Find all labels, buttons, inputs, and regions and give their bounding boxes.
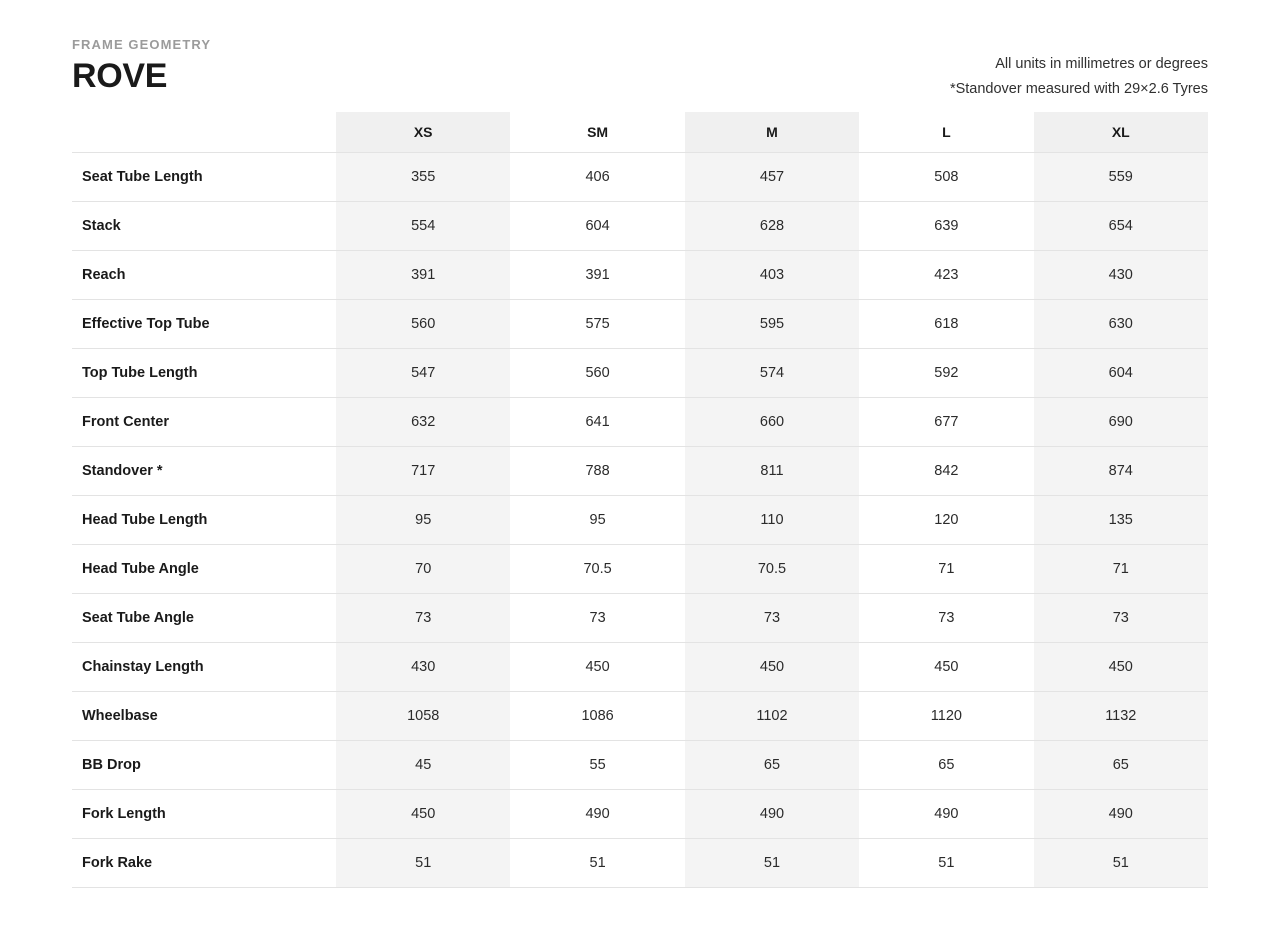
- column-header-label: [72, 112, 336, 152]
- table-cell: 630: [1034, 299, 1208, 348]
- table-cell: 490: [685, 789, 859, 838]
- table-cell: 70: [336, 544, 510, 593]
- table-cell: 595: [685, 299, 859, 348]
- row-label: Standover *: [72, 446, 336, 495]
- row-label: Seat Tube Angle: [72, 593, 336, 642]
- table-cell: 490: [859, 789, 1033, 838]
- table-cell: 450: [336, 789, 510, 838]
- table-cell: 45: [336, 740, 510, 789]
- note-standover: *Standover measured with 29×2.6 Tyres: [949, 81, 1208, 97]
- table-row: [72, 544, 1208, 593]
- table-cell: 628: [685, 201, 859, 250]
- row-label: Wheelbase: [72, 691, 336, 740]
- table-cell: 65: [1034, 740, 1208, 789]
- table-cell: 604: [510, 201, 684, 250]
- table-cell: 1058: [336, 691, 510, 740]
- row-label: BB Drop: [72, 740, 336, 789]
- table-cell: 73: [510, 593, 684, 642]
- row-label: Fork Length: [72, 789, 336, 838]
- table-cell: 575: [510, 299, 684, 348]
- table-cell: 71: [859, 544, 1033, 593]
- table-cell: 490: [510, 789, 684, 838]
- row-label: Fork Rake: [72, 838, 336, 887]
- row-label: Chainstay Length: [72, 642, 336, 691]
- table-cell: 690: [1034, 397, 1208, 446]
- table-cell: 450: [859, 642, 1033, 691]
- table-cell: 592: [859, 348, 1033, 397]
- unit-notes: [950, 52, 1208, 102]
- table-cell: 391: [336, 250, 510, 299]
- table-cell: 560: [510, 348, 684, 397]
- table-row: [72, 299, 1208, 348]
- table-cell: 51: [1034, 838, 1208, 887]
- note-units: All units in millimetres or degrees: [995, 56, 1208, 72]
- table-cell: 654: [1034, 201, 1208, 250]
- row-label: Top Tube Length: [72, 348, 336, 397]
- page-header: [0, 0, 1280, 112]
- table-cell: 120: [859, 495, 1033, 544]
- table-cell: 788: [510, 446, 684, 495]
- table-cell: 73: [336, 593, 510, 642]
- table-cell: 490: [1034, 789, 1208, 838]
- table-cell: 430: [336, 642, 510, 691]
- table-cell: 450: [1034, 642, 1208, 691]
- column-header-size-l: L: [859, 112, 1033, 152]
- column-header-size-xl: XL: [1034, 112, 1208, 152]
- table-cell: 1132: [1034, 691, 1208, 740]
- table-row: [72, 495, 1208, 544]
- table-body: [72, 152, 1208, 887]
- table-cell: 508: [859, 152, 1033, 201]
- table-row: [72, 642, 1208, 691]
- table-cell: 355: [336, 152, 510, 201]
- row-label: Front Center: [72, 397, 336, 446]
- row-label: Seat Tube Length: [72, 152, 336, 201]
- table-cell: 874: [1034, 446, 1208, 495]
- row-label: Reach: [72, 250, 336, 299]
- table-row: [72, 446, 1208, 495]
- table-cell: 1086: [510, 691, 684, 740]
- table-cell: 70.5: [510, 544, 684, 593]
- table-cell: 842: [859, 446, 1033, 495]
- table-cell: 677: [859, 397, 1033, 446]
- table-row: [72, 152, 1208, 201]
- table-cell: 135: [1034, 495, 1208, 544]
- geometry-table: [72, 112, 1208, 888]
- table-cell: 560: [336, 299, 510, 348]
- table-row: [72, 397, 1208, 446]
- table-cell: 660: [685, 397, 859, 446]
- geometry-table-wrap: [0, 112, 1280, 888]
- row-label: Stack: [72, 201, 336, 250]
- table-cell: 717: [336, 446, 510, 495]
- table-cell: 70.5: [685, 544, 859, 593]
- table-cell: 51: [685, 838, 859, 887]
- table-cell: 73: [1034, 593, 1208, 642]
- table-row: [72, 201, 1208, 250]
- table-cell: 110: [685, 495, 859, 544]
- table-cell: 51: [510, 838, 684, 887]
- table-cell: 811: [685, 446, 859, 495]
- table-cell: 632: [336, 397, 510, 446]
- page-title: ROVE: [72, 57, 168, 95]
- table-cell: 51: [336, 838, 510, 887]
- page-eyebrow: FRAME GEOMETRY: [72, 37, 212, 52]
- table-cell: 51: [859, 838, 1033, 887]
- column-header-size-m: M: [685, 112, 859, 152]
- table-cell: 406: [510, 152, 684, 201]
- table-cell: 450: [510, 642, 684, 691]
- table-cell: 574: [685, 348, 859, 397]
- table-cell: 639: [859, 201, 1033, 250]
- table-cell: 554: [336, 201, 510, 250]
- table-row: [72, 593, 1208, 642]
- column-header-size-xs: XS: [336, 112, 510, 152]
- table-head: [72, 112, 1208, 152]
- table-cell: 423: [859, 250, 1033, 299]
- table-cell: 559: [1034, 152, 1208, 201]
- table-cell: 1120: [859, 691, 1033, 740]
- table-cell: 95: [510, 495, 684, 544]
- table-row: [72, 789, 1208, 838]
- table-cell: 95: [336, 495, 510, 544]
- table-cell: 65: [685, 740, 859, 789]
- table-cell: 547: [336, 348, 510, 397]
- table-row: [72, 348, 1208, 397]
- table-cell: 73: [685, 593, 859, 642]
- table-cell: 604: [1034, 348, 1208, 397]
- table-cell: 403: [685, 250, 859, 299]
- table-cell: 430: [1034, 250, 1208, 299]
- table-cell: 65: [859, 740, 1033, 789]
- row-label: Effective Top Tube: [72, 299, 336, 348]
- table-cell: 71: [1034, 544, 1208, 593]
- row-label: Head Tube Angle: [72, 544, 336, 593]
- table-cell: 55: [510, 740, 684, 789]
- table-row: [72, 838, 1208, 887]
- table-header-row: [72, 112, 1208, 152]
- table-row: [72, 250, 1208, 299]
- table-cell: 641: [510, 397, 684, 446]
- table-cell: 391: [510, 250, 684, 299]
- table-row: [72, 691, 1208, 740]
- table-cell: 450: [685, 642, 859, 691]
- table-cell: 73: [859, 593, 1033, 642]
- column-header-size-sm: SM: [510, 112, 684, 152]
- row-label: Head Tube Length: [72, 495, 336, 544]
- table-cell: 618: [859, 299, 1033, 348]
- table-row: [72, 740, 1208, 789]
- table-cell: 457: [685, 152, 859, 201]
- table-cell: 1102: [685, 691, 859, 740]
